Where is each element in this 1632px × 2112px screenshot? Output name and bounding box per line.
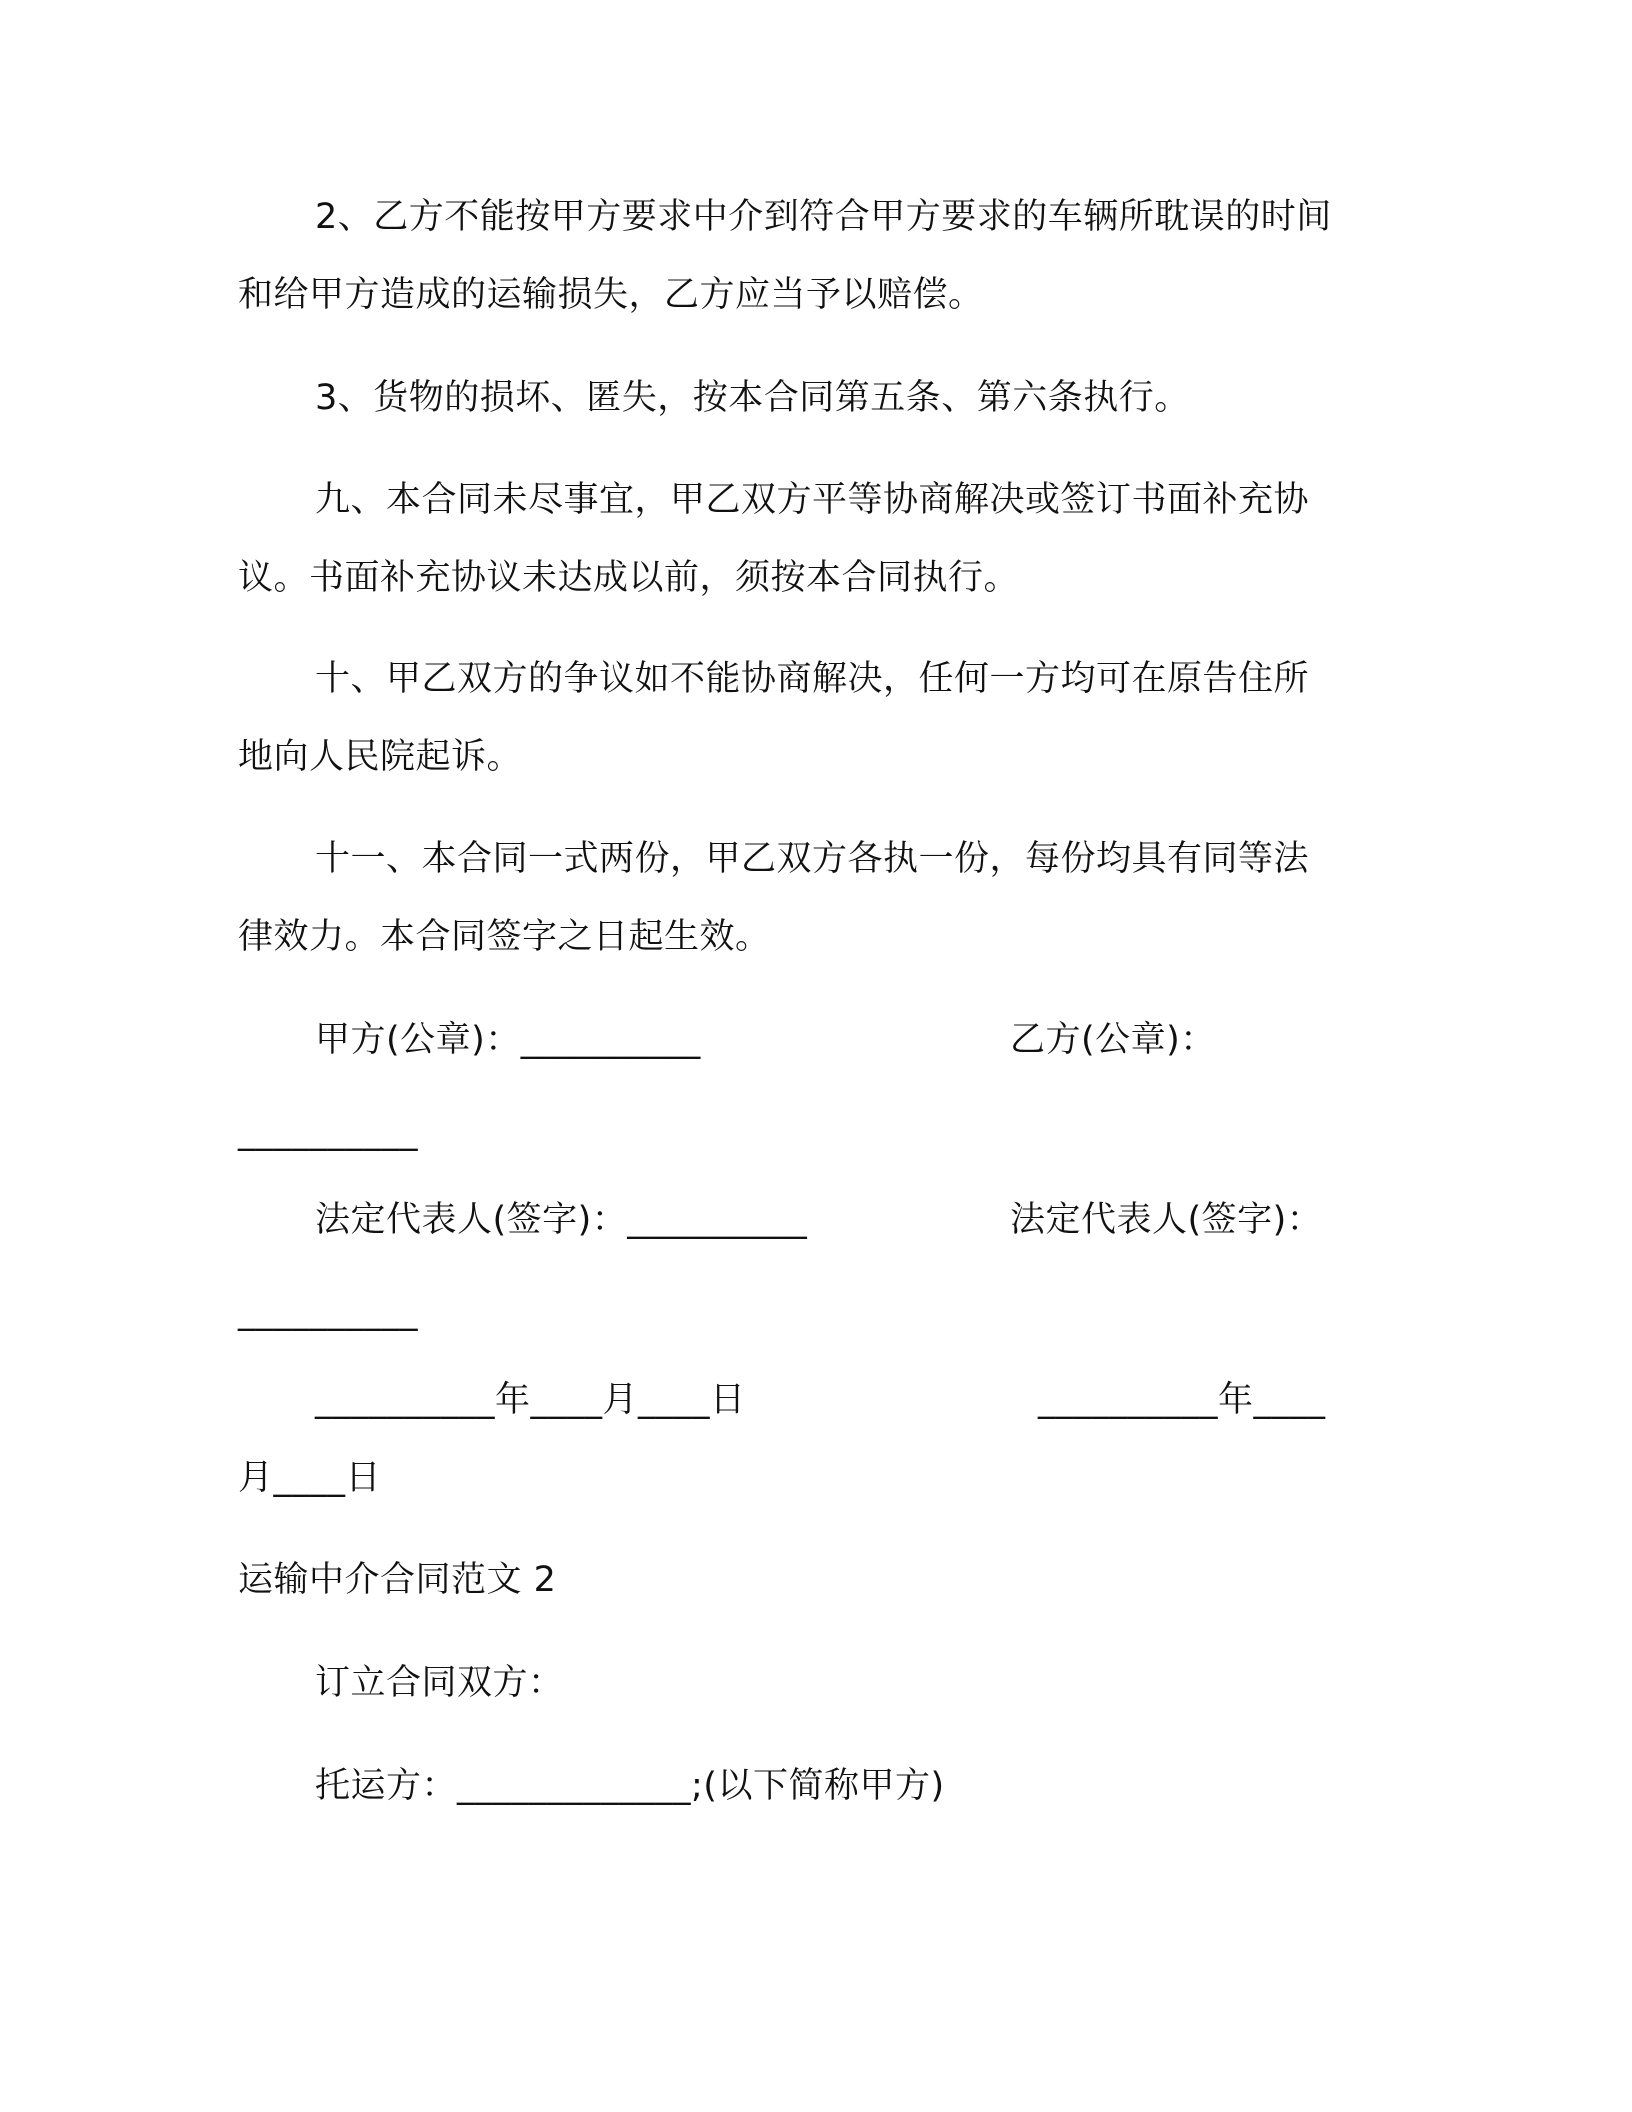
clause-3: 3、货物的损坏、匿失，按本合同第五条、第六条执行。 — [315, 378, 1190, 418]
article-11-line-1: 十一、本合同一式两份，甲乙双方各执一份，每份均具有同等法 — [315, 839, 1310, 879]
representative-b-blank: __________ — [238, 1292, 418, 1332]
clause-2-line-2: 和给甲方造成的运输损失，乙方应当予以赔偿。 — [238, 275, 984, 315]
date-party-a: __________年____月____日 — [315, 1380, 746, 1420]
contract-parties-label: 订立合同双方： — [315, 1663, 564, 1703]
clause-2-line-1: 2、乙方不能按甲方要求中介到符合甲方要求的车辆所耽误的时间 — [315, 197, 1332, 237]
article-10-line-1: 十、甲乙双方的争议如不能协商解决，任何一方均可在原告住所 — [315, 659, 1310, 699]
article-10-line-2: 地向人民院起诉。 — [238, 737, 523, 777]
shipper-line: 托运方：_____________;(以下简称甲方) — [315, 1766, 945, 1806]
section-title: 运输中介合同范文 2 — [238, 1560, 557, 1600]
article-11-line-2: 律效力。本合同签字之日起生效。 — [238, 917, 771, 957]
article-9-line-1: 九、本合同未尽事宜，甲乙双方平等协商解决或签订书面补充协 — [315, 480, 1310, 520]
signature-party-a: 甲方(公章)：__________ — [315, 1020, 701, 1060]
representative-a: 法定代表人(签字)：__________ — [315, 1200, 808, 1240]
date-party-b-continued: 月____日 — [238, 1458, 382, 1498]
date-party-b: __________年____ — [1038, 1380, 1326, 1420]
article-9-line-2: 议。书面补充协议未达成以前，须按本合同执行。 — [238, 558, 1020, 598]
signature-party-b-blank: __________ — [238, 1112, 418, 1152]
signature-party-b: 乙方(公章)： — [1010, 1020, 1216, 1060]
representative-b: 法定代表人(签字)： — [1010, 1200, 1323, 1240]
